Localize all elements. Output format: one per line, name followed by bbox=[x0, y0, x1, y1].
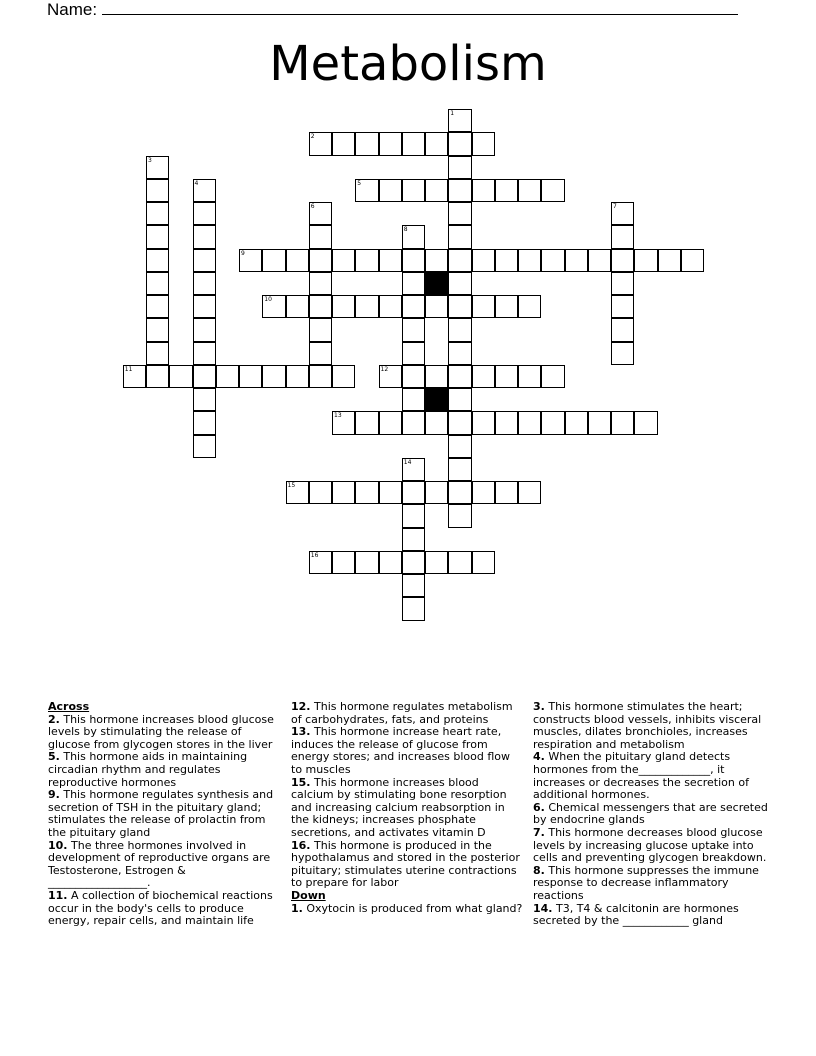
grid-cell[interactable] bbox=[379, 295, 402, 318]
grid-cell[interactable] bbox=[495, 179, 518, 202]
grid-cell[interactable] bbox=[611, 225, 634, 248]
grid-cell[interactable] bbox=[588, 249, 611, 272]
grid-cell[interactable] bbox=[402, 342, 425, 365]
clue-across-2: 2. This hormone increases blood glucose levels by stimulating the release of glucose from glycogen stores in the liver bbox=[48, 712, 274, 751]
grid-cell[interactable] bbox=[286, 249, 309, 272]
grid-cell[interactable] bbox=[541, 249, 564, 272]
grid-cell[interactable] bbox=[379, 411, 402, 434]
grid-cell[interactable] bbox=[379, 249, 402, 272]
grid-cell[interactable] bbox=[518, 249, 541, 272]
grid-cell[interactable] bbox=[472, 295, 495, 318]
clue-across-15: 15. This hormone increases blood calcium by stimulating bone resorption and increasing calcium reabsorption in the kidneys; increases phosphate secretions, and activates vitamin D bbox=[291, 775, 507, 839]
clue-number: 14 bbox=[403, 458, 412, 466]
grid-cell[interactable] bbox=[402, 481, 425, 504]
clue-number: 1 bbox=[450, 110, 455, 117]
grid-cell[interactable] bbox=[402, 318, 425, 341]
grid-cell[interactable] bbox=[193, 342, 216, 365]
grid-cell[interactable] bbox=[309, 295, 332, 318]
grid-cell[interactable] bbox=[309, 551, 332, 574]
grid-cell[interactable] bbox=[169, 365, 192, 388]
grid-cell[interactable] bbox=[402, 295, 425, 318]
grid-cell[interactable] bbox=[448, 225, 471, 248]
grid-cell[interactable] bbox=[309, 249, 332, 272]
grid-cell[interactable] bbox=[332, 295, 355, 318]
grid-cell[interactable] bbox=[448, 295, 471, 318]
grid-cell[interactable] bbox=[448, 179, 471, 202]
grid-cell[interactable] bbox=[286, 481, 309, 504]
grid-cell[interactable] bbox=[355, 132, 378, 155]
grid-cell[interactable] bbox=[402, 411, 425, 434]
clue-number: 2 bbox=[310, 133, 315, 141]
clue-across-11: 11. A collection of biochemical reactions occur in the body's cells to produce energy, repair cells, and maintain life bbox=[48, 888, 273, 928]
clue-down-14: 14. T3, T4 & calcitonin are hormones secreted by the ____________ gland bbox=[533, 901, 739, 928]
grid-cell[interactable] bbox=[239, 365, 262, 388]
grid-cell[interactable] bbox=[332, 249, 355, 272]
grid-cell[interactable] bbox=[425, 365, 448, 388]
grid-cell[interactable] bbox=[239, 249, 262, 272]
grid-cell[interactable] bbox=[402, 179, 425, 202]
grid-cell[interactable] bbox=[146, 179, 169, 202]
grid-cell[interactable] bbox=[518, 411, 541, 434]
grid-cell[interactable] bbox=[379, 179, 402, 202]
grid-cell[interactable] bbox=[379, 551, 402, 574]
grid-cell[interactable] bbox=[472, 365, 495, 388]
clue-number: 15 bbox=[287, 482, 296, 489]
grid-cell[interactable] bbox=[402, 551, 425, 574]
grid-cell[interactable] bbox=[518, 365, 541, 388]
grid-cell[interactable] bbox=[565, 411, 588, 434]
grid-cell[interactable] bbox=[402, 365, 425, 388]
grid-cell[interactable] bbox=[425, 551, 448, 574]
clue-down-8: 8. This hormone suppresses the immune response to decrease inflammatory reactions bbox=[533, 863, 759, 902]
grid-cell[interactable] bbox=[193, 295, 216, 318]
clue-down-1: 1. Oxytocin is produced from what gland? bbox=[291, 901, 523, 915]
grid-cell[interactable] bbox=[448, 435, 471, 458]
grid-cell[interactable] bbox=[472, 481, 495, 504]
grid-cell[interactable] bbox=[146, 249, 169, 272]
grid-cell[interactable] bbox=[402, 225, 425, 248]
grid-cell[interactable] bbox=[472, 179, 495, 202]
grid-cell[interactable] bbox=[448, 458, 471, 481]
grid-cell[interactable] bbox=[518, 481, 541, 504]
grid-cell[interactable] bbox=[658, 249, 681, 272]
grid-cell[interactable] bbox=[146, 342, 169, 365]
clue-down-4: 4. When the pituitary gland detects hormones from the_____________, it increases or decreases the secretion of additional hormones. bbox=[533, 750, 749, 802]
grid-cell[interactable] bbox=[332, 365, 355, 388]
clue-number: 4 bbox=[194, 179, 199, 187]
grid-cell[interactable] bbox=[193, 318, 216, 341]
grid-cell[interactable] bbox=[309, 481, 332, 504]
grid-cell[interactable] bbox=[146, 365, 169, 388]
grid-cell[interactable] bbox=[541, 365, 564, 388]
grid-cell[interactable] bbox=[146, 156, 169, 179]
grid-cell[interactable] bbox=[472, 551, 495, 574]
grid-cell[interactable] bbox=[309, 365, 332, 388]
grid-cell[interactable] bbox=[495, 411, 518, 434]
grid-cell[interactable] bbox=[448, 551, 471, 574]
clue-down-6: 6. Chemical messengers that are secreted by endocrine glands bbox=[533, 800, 768, 827]
grid-cell[interactable] bbox=[448, 388, 471, 411]
grid-cell[interactable] bbox=[425, 132, 448, 155]
grid-cell[interactable] bbox=[634, 249, 657, 272]
grid-cell[interactable] bbox=[146, 202, 169, 225]
grid-cell[interactable] bbox=[425, 179, 448, 202]
clue-number: 6 bbox=[310, 203, 315, 210]
clue-across-16: 16. This hormone is produced in the hypothalamus and stored in the posterior pituitary; stimulates uterine contractions to prepare for labor bbox=[291, 838, 520, 890]
grid-cell[interactable] bbox=[448, 249, 471, 272]
grid-cell[interactable] bbox=[425, 411, 448, 434]
grid-cell[interactable] bbox=[588, 411, 611, 434]
grid-cell[interactable] bbox=[541, 179, 564, 202]
clue-number: 13 bbox=[334, 412, 342, 420]
grid-cell[interactable] bbox=[425, 481, 448, 504]
clue-down-3: 3. This hormone stimulates the heart; constructs blood vessels, inhibits visceral muscles, dilates bronchioles, increases respiration and metabolism bbox=[533, 700, 762, 751]
clue-number: 3 bbox=[148, 156, 152, 164]
grid-cell[interactable] bbox=[541, 411, 564, 434]
grid-cell[interactable] bbox=[146, 318, 169, 341]
grid-cell[interactable] bbox=[193, 225, 216, 248]
grid-cell[interactable] bbox=[495, 481, 518, 504]
clue-number: 11 bbox=[124, 365, 133, 373]
grid-cell[interactable] bbox=[611, 295, 634, 318]
grid-cell[interactable] bbox=[146, 272, 169, 295]
down-heading: Down bbox=[291, 888, 326, 902]
grid-cell[interactable] bbox=[193, 179, 216, 202]
grid-cell[interactable] bbox=[448, 481, 471, 504]
clue-column-3 bbox=[533, 701, 771, 928]
grid-cell[interactable] bbox=[495, 249, 518, 272]
clue-number: 10 bbox=[264, 296, 272, 303]
grid-cell[interactable] bbox=[309, 272, 332, 295]
grid-cell[interactable] bbox=[448, 411, 471, 434]
grid-cell[interactable] bbox=[332, 481, 355, 504]
grid-cell[interactable] bbox=[355, 295, 378, 318]
clue-column-2 bbox=[291, 701, 523, 915]
grid-cell[interactable] bbox=[402, 574, 425, 597]
clue-number: 8 bbox=[403, 226, 408, 234]
grid-cell[interactable] bbox=[193, 365, 216, 388]
grid-cell[interactable] bbox=[425, 295, 448, 318]
grid-cell[interactable] bbox=[402, 388, 425, 411]
grid-cell[interactable] bbox=[448, 318, 471, 341]
grid-cell[interactable] bbox=[332, 551, 355, 574]
grid-cell[interactable] bbox=[193, 249, 216, 272]
grid-cell[interactable] bbox=[262, 295, 285, 318]
grid-cell[interactable] bbox=[309, 132, 332, 155]
grid-cell[interactable] bbox=[448, 109, 471, 132]
grid-cell[interactable] bbox=[146, 225, 169, 248]
grid-cell[interactable] bbox=[448, 156, 471, 179]
grid-cell[interactable] bbox=[286, 295, 309, 318]
grid-cell[interactable] bbox=[448, 132, 471, 155]
grid-cell[interactable] bbox=[611, 411, 634, 434]
grid-cell[interactable] bbox=[634, 411, 657, 434]
clue-across-13: 13. This hormone increase heart rate, induces the release of glucose from energy stores; and increases blood flow to muscles bbox=[291, 725, 510, 776]
grid-cell[interactable] bbox=[309, 342, 332, 365]
clue-across-10: 10. The three hormones involved in development of reproductive organs are Testosterone, Estrogen & __________________. bbox=[48, 838, 271, 890]
clue-across-9: 9. This hormone regulates synthesis and secretion of TSH in the pituitary gland; stimulates the release of prolactin from the pituitary gland bbox=[48, 788, 274, 839]
grid-cell[interactable] bbox=[309, 225, 332, 248]
grid-cell[interactable] bbox=[379, 481, 402, 504]
grid-cell[interactable] bbox=[262, 249, 285, 272]
grid-cell-blocked bbox=[425, 388, 448, 411]
grid-cell[interactable] bbox=[123, 365, 146, 388]
grid-cell[interactable] bbox=[216, 365, 239, 388]
grid-cell[interactable] bbox=[472, 411, 495, 434]
grid-cell[interactable] bbox=[518, 295, 541, 318]
grid-cell[interactable] bbox=[193, 202, 216, 225]
grid-cell[interactable] bbox=[611, 342, 634, 365]
grid-cell[interactable] bbox=[495, 365, 518, 388]
grid-cell[interactable] bbox=[611, 272, 634, 295]
clue-number: 16 bbox=[310, 551, 319, 559]
grid-cell[interactable] bbox=[262, 365, 285, 388]
grid-cell[interactable] bbox=[448, 365, 471, 388]
grid-cell[interactable] bbox=[448, 272, 471, 295]
grid-cell[interactable] bbox=[402, 249, 425, 272]
grid-cell[interactable] bbox=[565, 249, 588, 272]
grid-cell[interactable] bbox=[332, 411, 355, 434]
grid-cell[interactable] bbox=[448, 342, 471, 365]
grid-cell[interactable] bbox=[495, 295, 518, 318]
clue-number: 12 bbox=[380, 365, 389, 373]
grid-cell[interactable] bbox=[402, 504, 425, 527]
clue-number: 7 bbox=[613, 203, 617, 210]
grid-cell[interactable] bbox=[379, 132, 402, 155]
grid-cell[interactable] bbox=[286, 365, 309, 388]
grid-cell[interactable] bbox=[611, 318, 634, 341]
grid-cell[interactable] bbox=[355, 179, 378, 202]
grid-cell[interactable] bbox=[309, 202, 332, 225]
grid-cell[interactable] bbox=[193, 435, 216, 458]
grid-cell[interactable] bbox=[518, 179, 541, 202]
across-heading: Across bbox=[48, 700, 90, 713]
grid-cell[interactable] bbox=[425, 249, 448, 272]
clue-down-7: 7. This hormone decreases blood glucose levels by increasing glucose uptake into cells and preventing glycogen breakdown. bbox=[533, 825, 767, 865]
grid-cell[interactable] bbox=[402, 597, 425, 620]
name-label: Name: bbox=[47, 0, 98, 19]
clue-number: 9 bbox=[241, 249, 245, 257]
clue-across-12: 12. This hormone regulates metabolism of carbohydrates, fats, and proteins bbox=[291, 700, 513, 726]
grid-cell[interactable] bbox=[193, 272, 216, 295]
grid-cell[interactable] bbox=[355, 249, 378, 272]
grid-cell[interactable] bbox=[402, 272, 425, 295]
grid-cell[interactable] bbox=[472, 132, 495, 155]
grid-cell[interactable] bbox=[355, 551, 378, 574]
grid-cell[interactable] bbox=[472, 249, 495, 272]
grid-cell[interactable] bbox=[193, 388, 216, 411]
grid-cell[interactable] bbox=[681, 249, 704, 272]
grid-cell[interactable] bbox=[379, 365, 402, 388]
puzzle-title: Metabolism bbox=[269, 36, 547, 92]
grid-cell[interactable] bbox=[332, 132, 355, 155]
grid-cell-blocked bbox=[425, 272, 448, 295]
grid-cell[interactable] bbox=[402, 528, 425, 551]
grid-cell[interactable] bbox=[355, 481, 378, 504]
grid-cell[interactable] bbox=[309, 318, 332, 341]
grid-cell[interactable] bbox=[402, 458, 425, 481]
grid-cell[interactable] bbox=[355, 411, 378, 434]
grid-cell[interactable] bbox=[448, 504, 471, 527]
grid-cell[interactable] bbox=[193, 411, 216, 434]
grid-cell[interactable] bbox=[611, 249, 634, 272]
grid-cell[interactable] bbox=[146, 295, 169, 318]
grid-cell[interactable] bbox=[448, 202, 471, 225]
grid-cell[interactable] bbox=[611, 202, 634, 225]
clue-across-5: 5. This hormone aids in maintaining circadian rhythm and regulates reproductive hormones bbox=[48, 750, 248, 789]
clue-number: 5 bbox=[357, 179, 362, 187]
clue-column-1 bbox=[48, 701, 282, 928]
grid-cell[interactable] bbox=[402, 132, 425, 155]
